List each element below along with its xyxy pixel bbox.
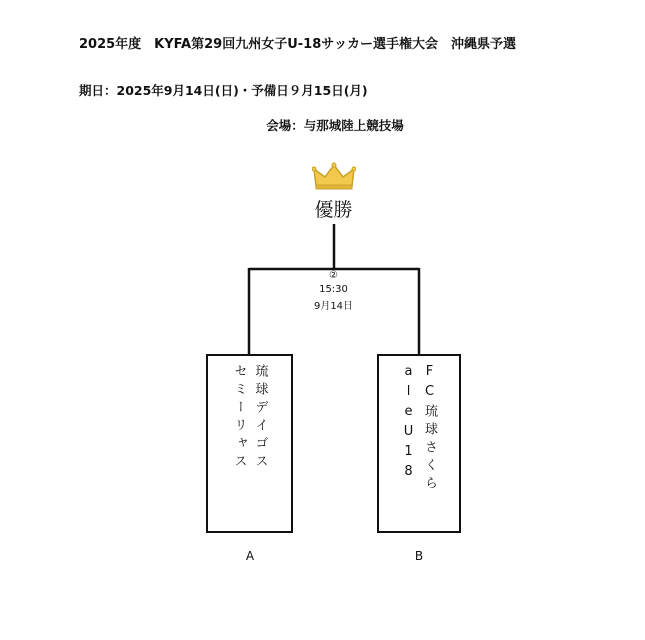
slot-b-label: B xyxy=(414,549,424,563)
match-date: 9月14日 xyxy=(313,301,354,312)
team-a-name-line-1: 琉球デイゴス xyxy=(252,364,268,472)
match-number: ② xyxy=(329,270,338,281)
team-a-name-line-2: セミーリャス xyxy=(231,364,247,472)
slot-a-label: A xyxy=(245,549,255,563)
match-time: 15:30 xyxy=(319,284,348,295)
team-a-box xyxy=(206,354,293,533)
team-b-name-line-2: aleU18 xyxy=(401,364,416,484)
venue: 会場：与那城陸上競技場 xyxy=(266,118,404,133)
champion-label: 優勝 xyxy=(314,199,353,221)
team-b-box xyxy=(377,354,461,533)
event-date: 期日：2025年9月14日(日)・予備日９月15日(月) xyxy=(79,83,368,98)
page-title: 2025年度 KYFA第29回九州女子U-18サッカー選手権大会 沖縄県予選 xyxy=(79,37,516,52)
team-b-name-line-1: FC琉球さくら xyxy=(422,364,437,494)
